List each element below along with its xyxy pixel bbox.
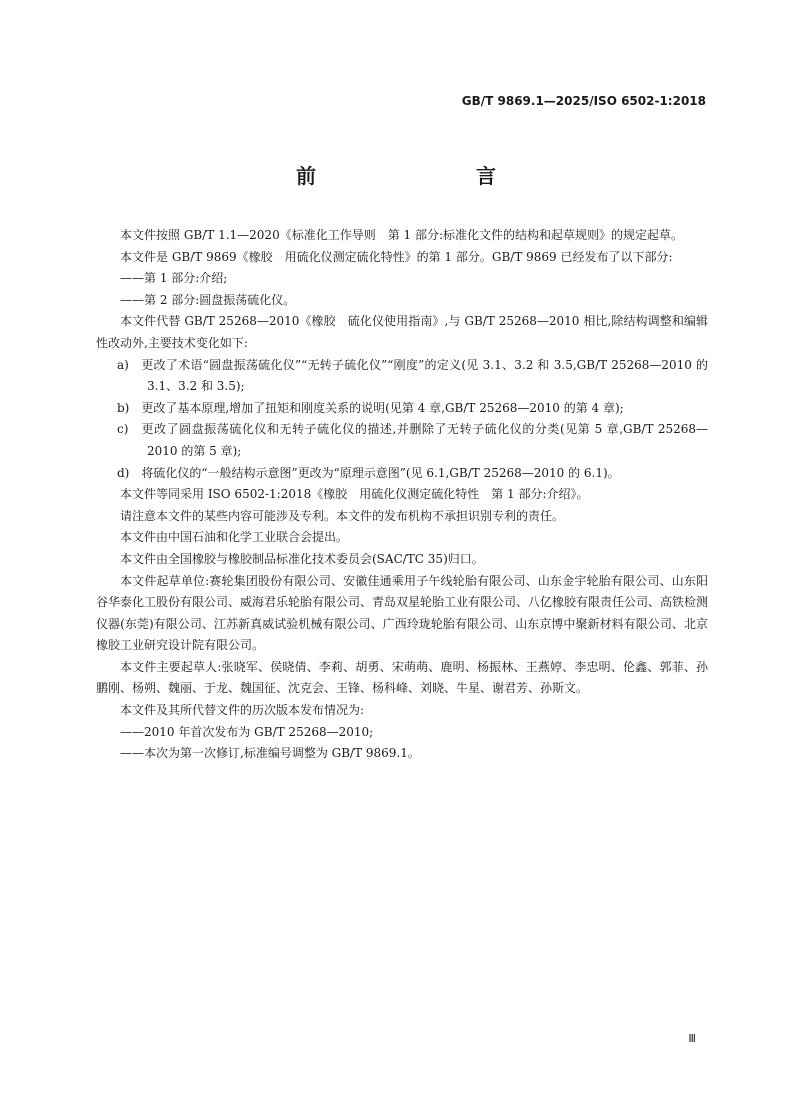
paragraph-history: 本文件及其所代替文件的历次版本发布情况为: <box>120 703 365 718</box>
paragraph-patent-notice: 请注意本文件的某些内容可能涉及专利。本文件的发布机构不承担识别专利的责任。 <box>120 508 565 523</box>
paragraph-replaces: 本文件代替 GB/T 25268—2010《橡胶 硫化仪使用指南》,与 GB/T 25268—2010 相比,除结构调整和编辑性改动外,主要技术变化如下: <box>96 314 708 350</box>
dash-item-history-revision: ——本次为第一次修订,标准编号调整为 GB/T 9869.1。 <box>120 746 420 761</box>
page-title: 前 言 <box>296 164 536 188</box>
list-item-a: a) 更改了术语“圆盘振荡硫化仪”“无转子硫化仪”“刚度”的定义(见 3.1、3.2 和 3.5,GB/T 25268—2010 的 3.1、3.2 和 3.5); <box>117 357 708 394</box>
dash-item-part2: ——第 2 部分:圆盘振荡硫化仪。 <box>120 292 296 307</box>
paragraph-drafting-rules: 本文件按照 GB/T 1.1—2020《标准化工作导则 第 1 部分:标准化文件的结构和起草规则》的规定起草。 <box>120 228 684 242</box>
dash-item-history-2010: ——2010 年首次发布为 GB/T 25268—2010; <box>120 724 374 739</box>
paragraph-iso-adoption: 本文件等同采用 ISO 6502-1:2018《橡胶 用硫化仪测定硫化特性 第 1 部分:介绍》。 <box>120 487 589 502</box>
standard-code: GB/T 9869.1—2025/ISO 6502-1:2018 <box>461 94 706 108</box>
dash-item-part1: ——第 1 部分:介绍; <box>120 271 228 286</box>
paragraph-proposer: 本文件由中国石油和化学工业联合会提出。 <box>120 530 349 545</box>
paragraph-parts: 本文件是 GB/T 9869《橡胶 用硫化仪测定硫化特性》的第 1 部分。GB/T 9869 已经发布了以下部分: <box>120 249 673 264</box>
list-item-d: d) 将硫化仪的“一般结构示意图”更改为“原理示意图”(见 6.1,GB/T 25268—2010 的 6.1)。 <box>117 465 620 480</box>
foreword-body <box>96 225 708 765</box>
page-number: Ⅲ <box>688 1032 696 1045</box>
paragraph-drafting-units: 本文件起草单位:赛轮集团股份有限公司、安徽佳通乘用子午线轮胎有限公司、山东金宇轮胎有限公司、山东阳谷华泰化工股份有限公司、威海君乐轮胎有限公司、青岛双星轮胎工业有限公司、八亿橡胶有限责任公司、高铁检测仪器(东莞)有限公司、江苏新真威试验机械有限公司、广西玲珑轮胎有限公司、山东京博中聚新材料有限公司、北京橡胶工业研究设计院有限公司。 <box>96 573 709 653</box>
list-item-b: b) 更改了基本原理,增加了扭矩和刚度关系的说明(见第 4 章,GB/T 25268—2010 的第 4 章); <box>117 400 624 415</box>
paragraph-drafters: 本文件主要起草人:张晓军、侯晓倩、李莉、胡勇、宋萌萌、鹿明、杨振林、王燕婷、李忠明、伦鑫、郭菲、孙鹏刚、杨朔、魏丽、于龙、魏国征、沈克会、王锋、杨科峰、刘晓、牛星、谢君芳、孙斯文。 <box>96 659 708 696</box>
list-item-c: c) 更改了圆盘振荡硫化仪和无转子硫化仪的描述,并删除了无转子硫化仪的分类(见第 5 章,GB/T 25268—2010 的第 5 章); <box>117 422 708 458</box>
paragraph-committee: 本文件由全国橡胶与橡胶制品标准化技术委员会(SAC/TC 35)归口。 <box>120 551 484 566</box>
